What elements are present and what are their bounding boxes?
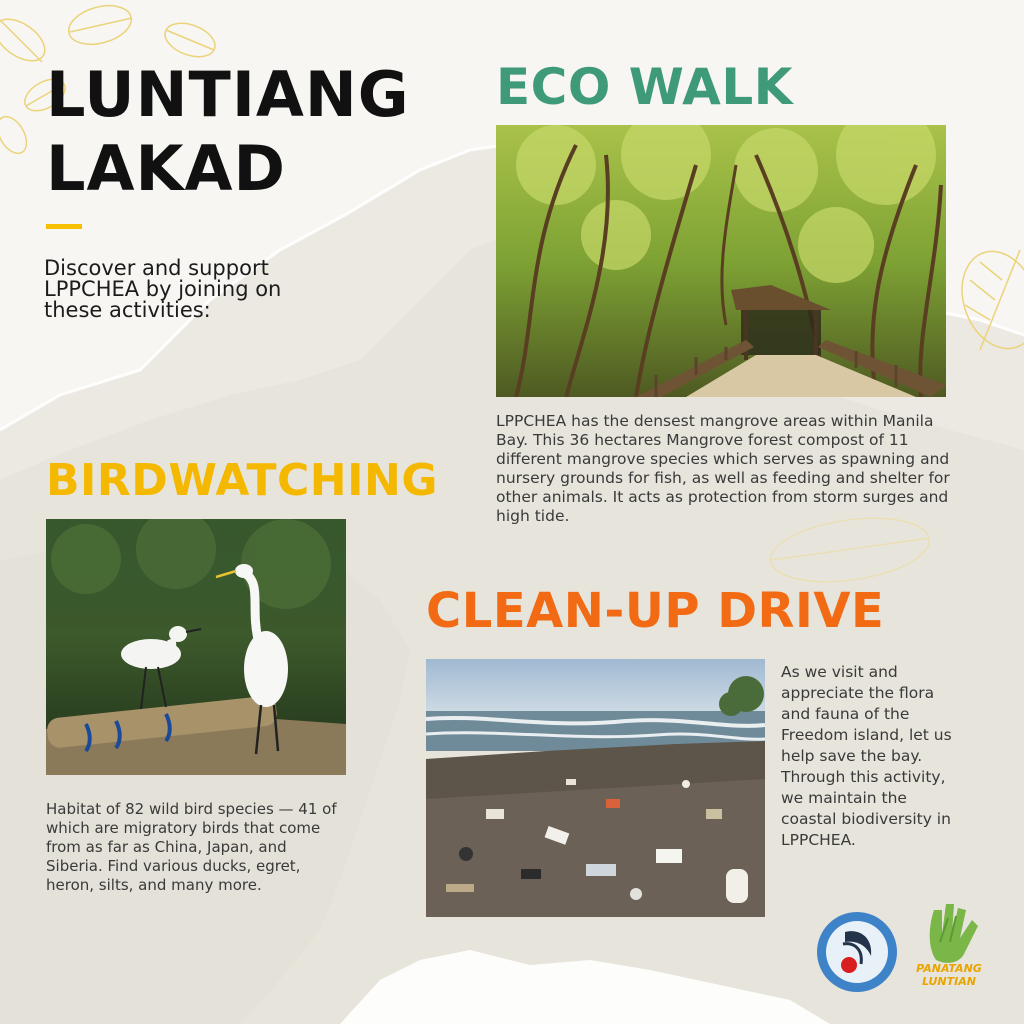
leaf-decoration-right [940,240,1024,410]
eco-walk-heading: ECO WALK [496,58,793,116]
birdwatching-heading: BIRDWATCHING [46,455,438,506]
panatang-line-1: PANATANG [916,962,982,975]
cleanup-description: As we visit and appreciate the flora and fauna of the Freedom island, let us help save the bay. Through this activity, we maintain the coastal biodiversity in LPPCHEA. [781,663,952,849]
cleanup-photo [426,659,765,917]
title-accent-rule [46,224,82,229]
title-line-2: LAKAD [46,132,286,205]
page-title [46,58,410,206]
birdwatching-description: Habitat of 82 wild bird species — 41 of which are migratory birds that come from as far as China, Japan, and Siberia. Find various ducks, egret, heron, silts, and many more. [46,800,337,894]
panatang-luntian-text [904,962,994,988]
title-line-1: LUNTIANG [46,58,410,131]
eco-walk-description: LPPCHEA has the densest mangrove areas within Manila Bay. This 36 hectares Mangrove forest compost of 11 different mangrove species which serves as spawning and nursery grounds for fish, as well as feeding and shelter for other animals. It acts as protection from storm surges and high tide. [496,412,950,525]
eco-walk-photo [496,125,946,397]
intro-text: Discover and support LPPCHEA by joining on these activities: [44,256,282,322]
birdwatching-photo [46,519,346,775]
bird-club-logo [815,910,899,994]
panatang-line-2: LUNTIAN [922,975,976,988]
cleanup-heading: CLEAN-UP DRIVE [426,583,885,639]
